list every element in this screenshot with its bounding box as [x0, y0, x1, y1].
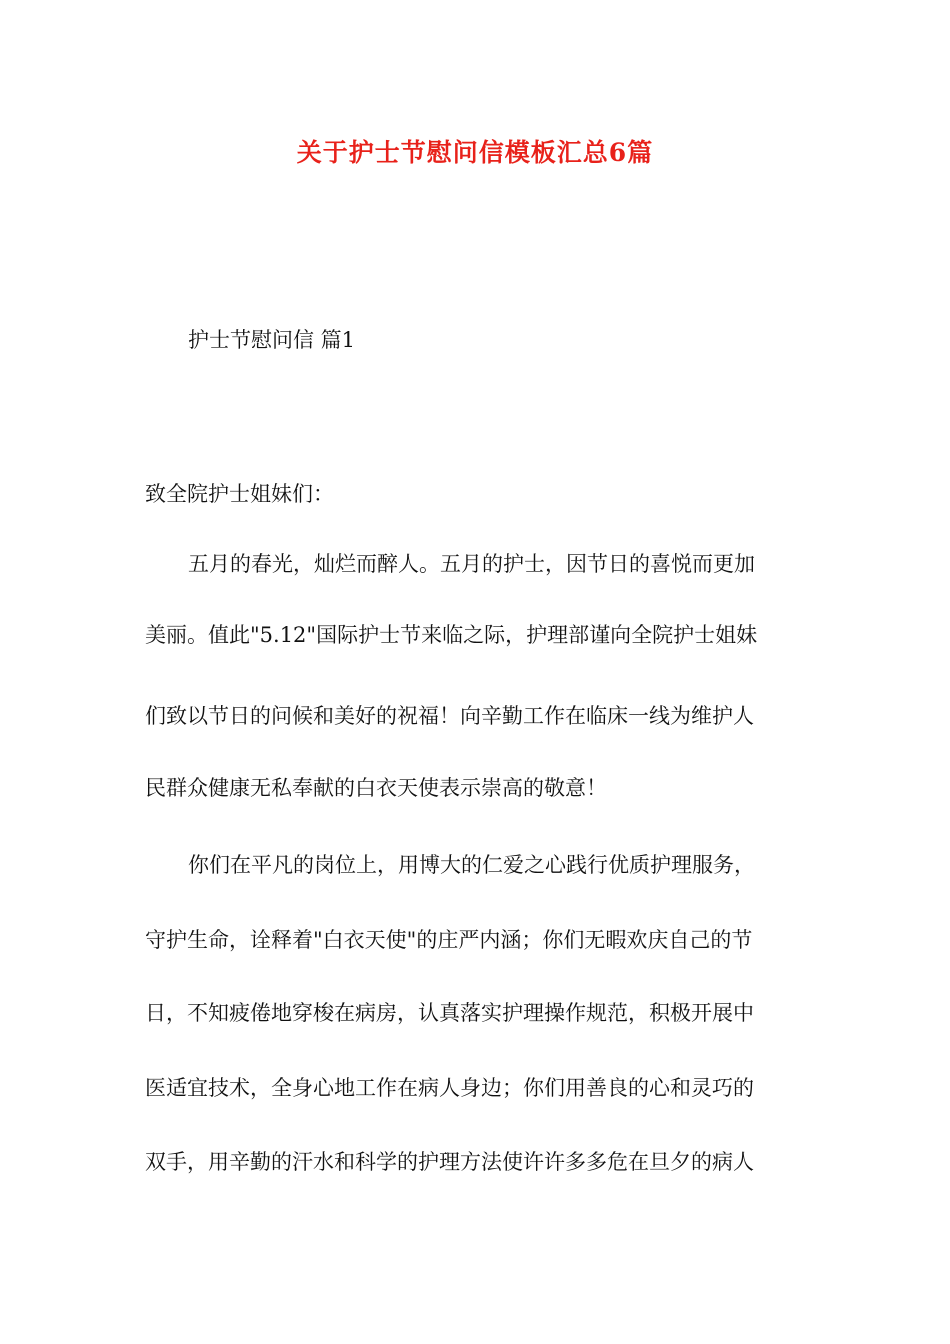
paragraph-1-line-1: 五月的春光，灿烂而醉人。五月的护士，因节日的喜悦而更加 — [188, 552, 755, 576]
paragraph-2-line-2: 守护生命，诠释着"白衣天使"的庄严内涵；你们无暇欢庆自己的节 — [145, 928, 753, 952]
paragraph-2-line-1: 你们在平凡的岗位上，用博大的仁爱之心践行优质护理服务， — [188, 853, 755, 877]
paragraph-2-line-3: 日，不知疲倦地穿梭在病房，认真落实护理操作规范，积极开展中 — [145, 1001, 754, 1025]
paragraph-2-line-4: 医适宜技术，全身心地工作在病人身边；你们用善良的心和灵巧的 — [145, 1076, 754, 1100]
paragraph-1-line-4: 民群众健康无私奉献的白衣天使表示崇高的敬意！ — [145, 776, 607, 800]
paragraph-2-line-5: 双手，用辛勤的汗水和科学的护理方法使许许多多危在旦夕的病人 — [145, 1150, 754, 1174]
paragraph-1-line-3: 们致以节日的问候和美好的祝福！向辛勤工作在临床一线为维护人 — [145, 704, 754, 728]
paragraph-1-line-2: 美丽。值此"5.12"国际护士节来临之际，护理部谨向全院护士姐妹 — [145, 623, 758, 647]
salutation: 致全院护士姐妹们： — [145, 482, 334, 506]
document-title: 关于护士节慰问信模板汇总6篇 — [296, 138, 654, 167]
section-heading: 护士节慰问信 篇1 — [188, 328, 356, 352]
